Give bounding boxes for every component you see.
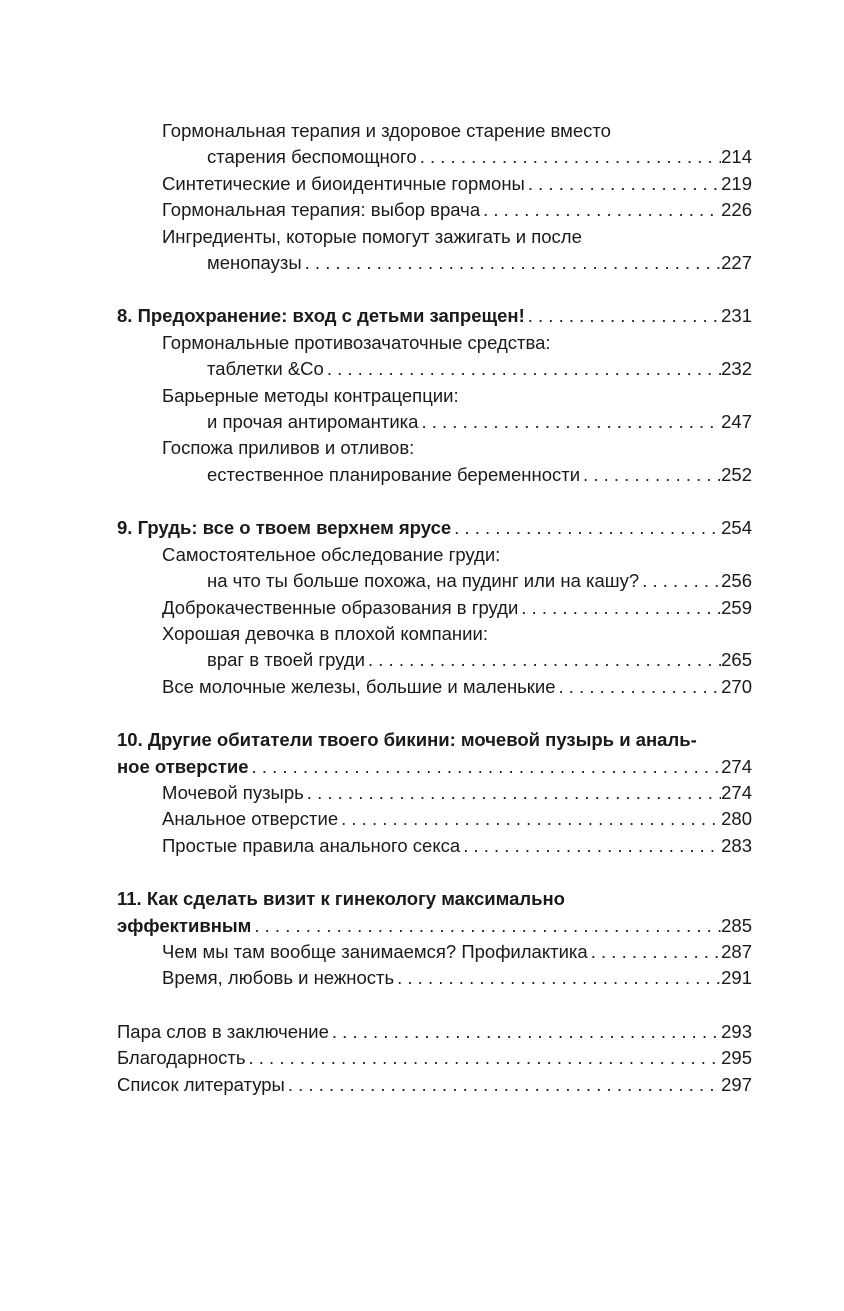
dot-leader <box>418 409 721 435</box>
toc-section <box>117 674 752 700</box>
toc-section <box>117 595 752 621</box>
toc-section-title-line1: Хорошая девочка в плохой компании: <box>162 622 488 644</box>
chapter-title: 8. Предохранение: вход с детьми запрещен! <box>117 305 525 327</box>
page-number: 226 <box>721 199 752 221</box>
page-number: 231 <box>721 305 752 327</box>
toc-section-title-line2: естественное планирование беременности <box>207 463 581 485</box>
toc-section-title-line1: Барьерные методы контрацепции: <box>162 384 459 406</box>
page-number: 265 <box>721 649 752 671</box>
toc-back-matter <box>117 1045 752 1071</box>
page-number: 293 <box>721 1020 752 1042</box>
page-number: 227 <box>721 252 752 274</box>
toc-back-matter <box>117 1019 752 1045</box>
page-number: 291 <box>721 967 752 989</box>
page-number: 283 <box>721 834 752 856</box>
dot-leader <box>338 806 721 832</box>
toc-section-title-line1: Госпожа приливов и отливов: <box>162 437 415 459</box>
dot-leader <box>285 1072 721 1098</box>
toc-section-title: Простые правила анального секса <box>162 834 461 856</box>
toc-section-title-line1: Самостоятельное обследование груди: <box>162 543 501 565</box>
toc-section-title: Чем мы там вообще занимаемся? Профилактика <box>162 940 588 962</box>
dot-leader <box>417 144 721 170</box>
toc-chapter-8 <box>117 303 752 329</box>
toc-section <box>117 965 752 991</box>
toc-section <box>117 171 752 197</box>
page-number: 214 <box>721 146 752 168</box>
dot-leader <box>518 595 721 621</box>
dot-leader <box>329 1019 721 1045</box>
dot-leader <box>365 647 721 673</box>
toc-chapter-10 <box>117 727 752 780</box>
toc-section-title: Мочевой пузырь <box>162 781 304 803</box>
toc-section <box>117 383 752 436</box>
dot-leader <box>525 171 721 197</box>
toc-section-title-line2: враг в твоей груди <box>207 649 365 671</box>
dot-leader <box>245 1045 721 1071</box>
page-number: 254 <box>721 517 752 539</box>
dot-leader <box>394 965 721 991</box>
page-number: 259 <box>721 596 752 618</box>
toc-section <box>117 330 752 383</box>
back-matter-title: Благодарность <box>117 1047 246 1069</box>
toc-section-title-line2: и прочая антиромантика <box>207 411 419 433</box>
dot-leader <box>480 197 721 223</box>
toc-section <box>117 224 752 277</box>
page-number: 252 <box>721 463 752 485</box>
dot-leader <box>324 356 721 382</box>
dot-leader <box>556 674 722 700</box>
page-number: 274 <box>721 755 752 777</box>
dot-leader <box>451 515 721 541</box>
toc-section-title-line1: Ингредиенты, которые помогут зажигать и после <box>162 225 582 247</box>
toc-back-matter <box>117 1072 752 1098</box>
toc-chapter-9 <box>117 515 752 541</box>
chapter-title-line1: 11. Как сделать визит к гинекологу максимально <box>117 888 565 910</box>
toc-section <box>117 542 752 595</box>
toc-section-title-line2: на что ты больше похожа, на пудинг или на кашу? <box>207 570 640 592</box>
chapter-title: 9. Грудь: все о твоем верхнем ярусе <box>117 517 452 539</box>
toc-section <box>117 435 752 488</box>
toc-chapter-11 <box>117 886 752 939</box>
toc-section-title: Синтетические и биоидентичные гормоны <box>162 172 525 194</box>
toc-section-title: Доброкачественные образования в груди <box>162 596 519 618</box>
toc-section-title-line1: Гормональные противозачаточные средства: <box>162 331 551 353</box>
page-number: 280 <box>721 808 752 830</box>
toc-section-title-line2: менопаузы <box>207 252 302 274</box>
page-number: 232 <box>721 358 752 380</box>
toc-section <box>117 833 752 859</box>
toc-section <box>117 621 752 674</box>
page-number: 287 <box>721 940 752 962</box>
dot-leader <box>580 462 721 488</box>
chapter-title-line1: 10. Другие обитатели твоего бикини: мочевой пузырь и аналь- <box>117 729 697 751</box>
toc-section <box>117 780 752 806</box>
toc-section-title: Анальное отверстие <box>162 808 339 830</box>
toc-section-title-line1: Гормональная терапия и здоровое старение вместо <box>162 120 611 141</box>
table-of-contents <box>117 118 752 1098</box>
back-matter-title: Список литературы <box>117 1073 285 1095</box>
toc-section-title: Все молочные железы, большие и маленькие <box>162 675 556 697</box>
dot-leader <box>251 913 721 939</box>
page-number: 274 <box>721 781 752 803</box>
toc-section <box>117 939 752 965</box>
dot-leader <box>460 833 721 859</box>
toc-section <box>117 806 752 832</box>
page-number: 247 <box>721 411 752 433</box>
toc-section-title-line2: таблетки &Co <box>207 358 324 380</box>
toc-section-title-line2: старения беспомощного <box>207 146 417 168</box>
chapter-title-line2: эффективным <box>117 914 252 936</box>
page-number: 219 <box>721 172 752 194</box>
dot-leader <box>639 568 721 594</box>
dot-leader <box>588 939 721 965</box>
chapter-title-line2: ное отверстие <box>117 755 249 777</box>
page-number: 297 <box>721 1073 752 1095</box>
page-number: 295 <box>721 1047 752 1069</box>
toc-section <box>117 118 752 171</box>
dot-leader <box>525 303 721 329</box>
page-number: 270 <box>721 675 752 697</box>
toc-section <box>117 197 752 223</box>
back-matter-title: Пара слов в заключение <box>117 1020 329 1042</box>
page-number: 285 <box>721 914 752 936</box>
page-number: 256 <box>721 570 752 592</box>
dot-leader <box>304 780 721 806</box>
toc-section-title: Гормональная терапия: выбор врача <box>162 199 481 221</box>
toc-section-title: Время, любовь и нежность <box>162 967 395 989</box>
dot-leader <box>249 754 722 780</box>
dot-leader <box>302 250 721 276</box>
